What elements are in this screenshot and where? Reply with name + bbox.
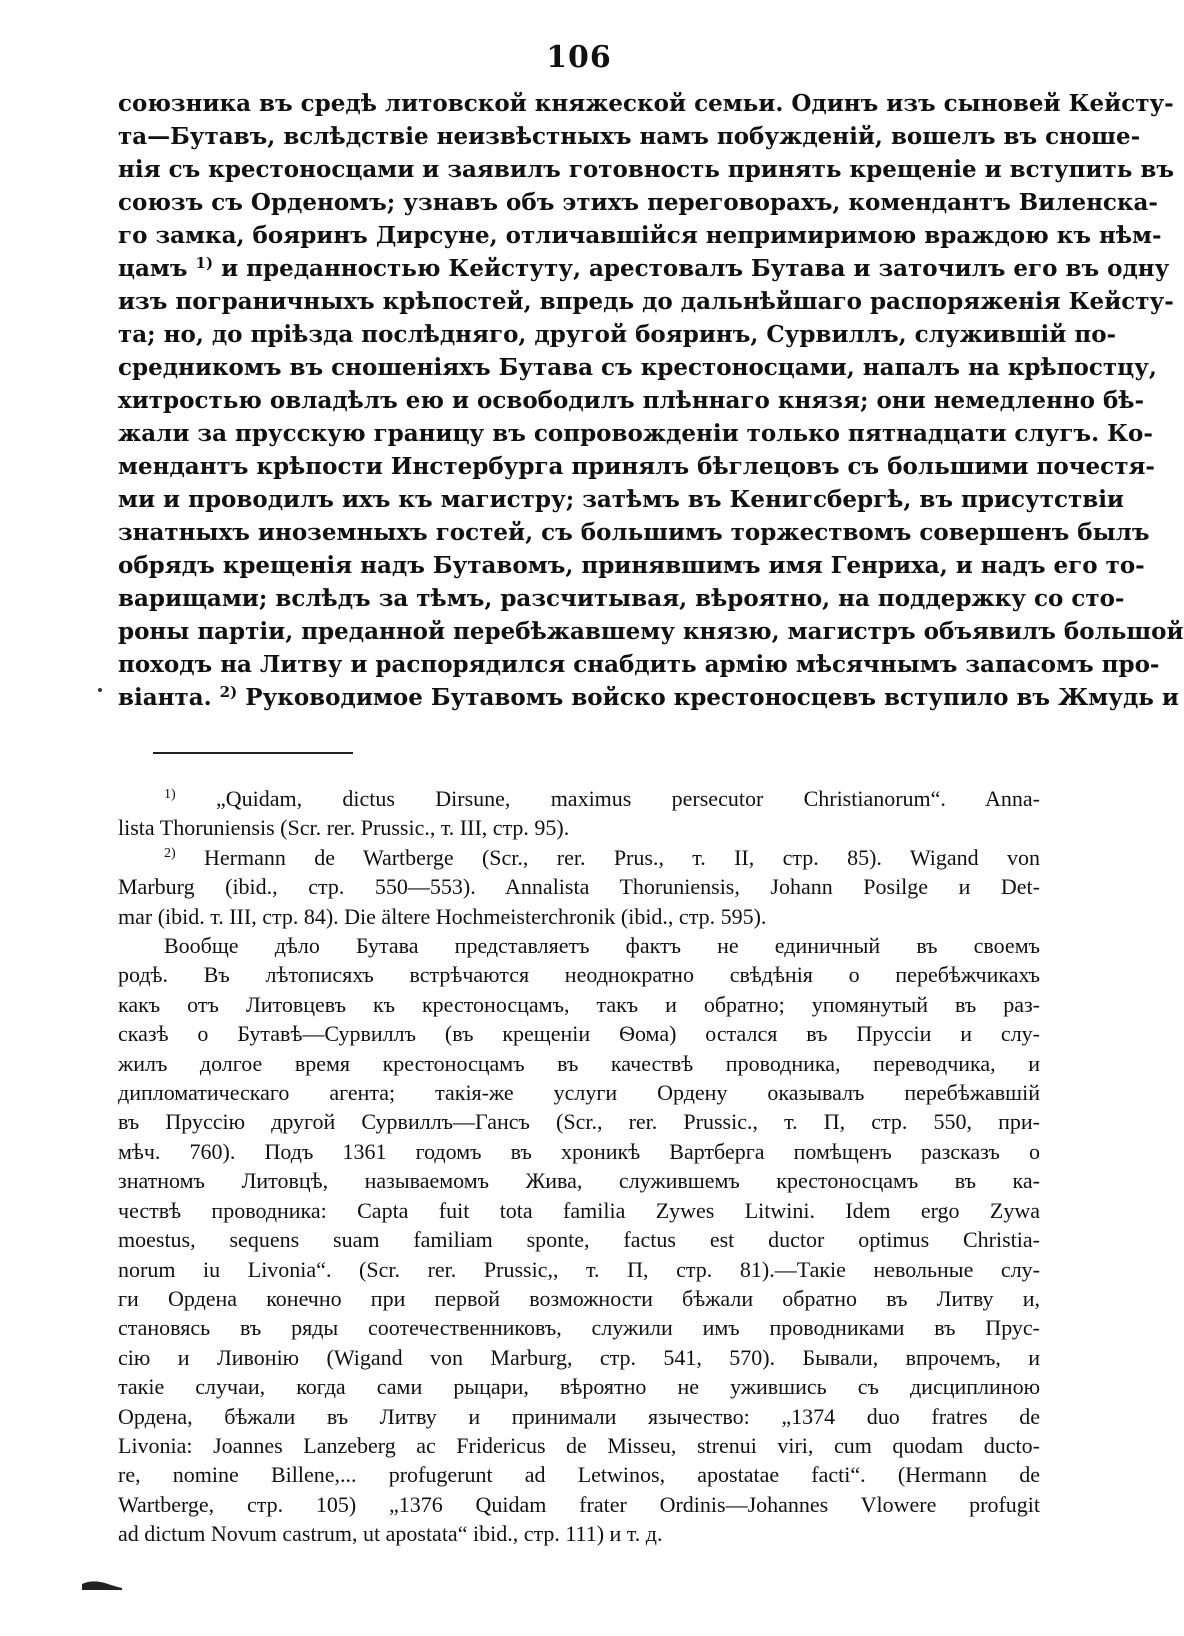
- text-line: хитростью овладѣлъ ею и освободилъ плѣннаго князя; они немедленно бѣ-: [118, 387, 1145, 414]
- corner-smudge: [82, 1578, 122, 1590]
- footnote-line: ad dictum Novum castrum, ut apostata“ ibid., стр. 111) и т. д.: [118, 1521, 663, 1547]
- footnote-divider: [153, 752, 353, 754]
- footnote-line: [118, 843, 1040, 872]
- footnote-line: [118, 784, 1040, 813]
- footnote-line: знатномъ Литовцѣ, называемомъ Жива, служившемъ крестоносцамъ въ ка-: [118, 1168, 1040, 1194]
- text-line: [118, 219, 1162, 252]
- footnote-line: родѣ. Въ лѣтописяхъ встрѣчаются неоднократно свѣдѣнія о перебѣжчикахъ: [118, 962, 1040, 988]
- footnote-ref-1[interactable]: 1): [195, 254, 214, 272]
- text-line: та; но, до пріѣзда послѣдняго, другой бояринъ, Сурвиллъ, служившій по-: [118, 321, 1117, 348]
- text-line: обрядъ крещенія надъ Бутавомъ, принявшимъ имя Генриха, и надъ его то-: [118, 552, 1145, 579]
- page-number: 106: [546, 40, 612, 75]
- footnote-text: „Quidam, dictus Dirsune, maximus persecutor Christianorum“. Anna-: [215, 786, 1040, 811]
- text-line: знатныхъ иноземныхъ гостей, съ большимъ торжествомъ совершенъ былъ: [118, 519, 1150, 546]
- footnote-text: Hermann de Wartberge (Scr., rer. Prus., т. II, стр. 85). Wigand von: [204, 844, 1040, 870]
- footnote-ref-2[interactable]: 2): [219, 683, 238, 701]
- main-text: [118, 87, 1184, 714]
- footnote-marker: 1): [164, 787, 176, 802]
- text-line: походъ на Литву и распорядился снабдить армію мѣсячнымъ запасомъ про-: [118, 651, 1160, 678]
- footnote-line: Вообще дѣло Бутава представляетъ фактъ не единичный въ своемъ: [164, 933, 1040, 959]
- text-line: роны партіи, преданной перебѣжавшему князю, магистръ объявилъ большой: [118, 618, 1184, 645]
- footnote-line: чествѣ проводника: Capta fuit tota familia Zywes Litwini. Idem ergo Zywa: [118, 1197, 1040, 1223]
- footnote-line: Marburg (ibid., стр. 550—553). Annalista Thoruniensis, Johann Posilge и Det-: [118, 874, 1040, 900]
- text-line: союзника въ средѣ литовской княжеской семьи. Одинъ изъ сыновей Кейсту-: [118, 90, 1174, 117]
- footnote-line: сію и Ливонію (Wigand von Marburg, стр. 541, 570). Бывали, впрочемъ, и: [118, 1344, 1040, 1370]
- footnote-line: re, nomine Billene,... profugerunt ad Letwinos, apostatae facti“. (Hermann de: [118, 1462, 1040, 1488]
- page: [118, 40, 1184, 1549]
- text-line: союзъ съ Орденомъ; узнавъ объ этихъ переговорахъ, комендантъ Виленска-: [118, 189, 1158, 216]
- footnote-line: Ордена, бѣжали въ Литву и принимали язычество: „1374 duo fratres de: [118, 1403, 1040, 1429]
- footnote-line: lista Thoruniensis (Scr. rer. Prussic., т. III, стр. 95).: [118, 815, 570, 841]
- footnote-line: norum iu Livonia“. (Scr. rer. Prussic,, т. П, стр. 81).—Такіе невольные слу-: [118, 1256, 1040, 1282]
- text-line: мендантъ крѣпости Инстербурга принялъ бѣглецовъ съ большими почестя-: [118, 453, 1155, 480]
- text-line-with-footnote-ref: [118, 252, 1170, 285]
- text-line: изъ пограничныхъ крѣпостей, впредь до дальнѣйшаго распоряженія Кейсту-: [118, 288, 1174, 315]
- footnote-marker: 2): [164, 845, 176, 861]
- text-fragment: и преданностью Кейстуту, арестовалъ Бутава и заточилъ его въ одну: [221, 255, 1170, 282]
- footnote-line: такіе случаи, когда сами рыцари, вѣроятно не ужившись съ дисциплиною: [118, 1374, 1040, 1400]
- text-fragment: віанта.: [118, 684, 212, 711]
- footnote-extended-paragraph: [118, 931, 1040, 1549]
- footnote-line: мѣч. 760). Подъ 1361 годомъ въ хроникѣ Вартберга помѣщенъ разсказъ о: [118, 1138, 1040, 1164]
- footnote-line: какъ отъ Литовцевъ къ крестоносцамъ, такъ и обратно; упомянутый въ раз-: [118, 991, 1040, 1017]
- footnote-line: Wartberge, стр. 105) „1376 Quidam frater Ordinis—Johannes Vlowere profugit: [118, 1491, 1040, 1517]
- text-line: средникомъ въ сношеніяхъ Бутава съ крестоносцами, напалъ на крѣпостцу,: [118, 354, 1157, 381]
- footnote-line: сказѣ о Бутавѣ—Сурвиллъ (въ крещеніи Ѳома) остался въ Пруссіи и слу-: [118, 1021, 1040, 1047]
- text-fragment: го замка, бояринъ Дирсуне, отличавшійся непримиримою враждою къ нѣм-: [118, 222, 1162, 249]
- footnote-line: Livonia: Joannes Lanzeberg ac Fridericus de Misseu, strenui viri, cum quodam ducto-: [118, 1432, 1040, 1458]
- text-line: ми и проводилъ ихъ къ магистру; затѣмъ въ Кенигсбергѣ, въ присутствіи: [118, 486, 1124, 513]
- text-line: нія съ крестоносцами и заявилъ готовность принять крещеніе и вступить въ: [118, 156, 1175, 183]
- text-line: жали за прусскую границу въ сопровожденіи только пятнадцати слугъ. Ко-: [118, 420, 1153, 447]
- footnote-line: жилъ долгое время крестоносцамъ въ качествѣ проводника, переводчика, и: [118, 1050, 1040, 1076]
- footnote-line: ги Ордена конечно при первой возможности бѣжали обратно въ Литву и,: [118, 1285, 1040, 1311]
- text-fragment: цамъ: [118, 255, 188, 282]
- margin-dot: [98, 688, 102, 692]
- footnote-line: становясь въ ряды соотечественниковъ, служили имъ проводниками въ Прус-: [118, 1315, 1040, 1341]
- footnote-2: [118, 843, 1040, 931]
- text-line: та—Бутавъ, вслѣдствіе неизвѣстныхъ намъ побужденій, вошелъ въ сноше-: [118, 123, 1141, 150]
- footnote-line: въ Пруссію другой Сурвиллъ—Гансъ (Scr., rer. Prussic., т. П, стр. 550, при-: [118, 1109, 1040, 1135]
- text-line: варищами; вслѣдъ за тѣмъ, разсчитывая, вѣроятно, на поддержку со сто-: [118, 585, 1125, 612]
- footnote-line: mar (ibid. т. III, стр. 84). Die ältere Hochmeisterchronik (ibid., стр. 595).: [118, 903, 767, 929]
- footnote-line: дипломатическаго агента; такія-же услуги Ордену оказывалъ перебѣжавшій: [118, 1080, 1040, 1106]
- text-fragment: Руководимое Бутавомъ войско крестоносцевъ вступило въ Жмудь и: [245, 684, 1179, 711]
- footnotes: [118, 784, 1040, 1549]
- footnote-line: moestus, sequens suam familiam sponte, factus est ductor optimus Christia-: [118, 1227, 1040, 1253]
- footnote-1: [118, 784, 1040, 843]
- text-line-with-footnote-ref: [118, 681, 1179, 714]
